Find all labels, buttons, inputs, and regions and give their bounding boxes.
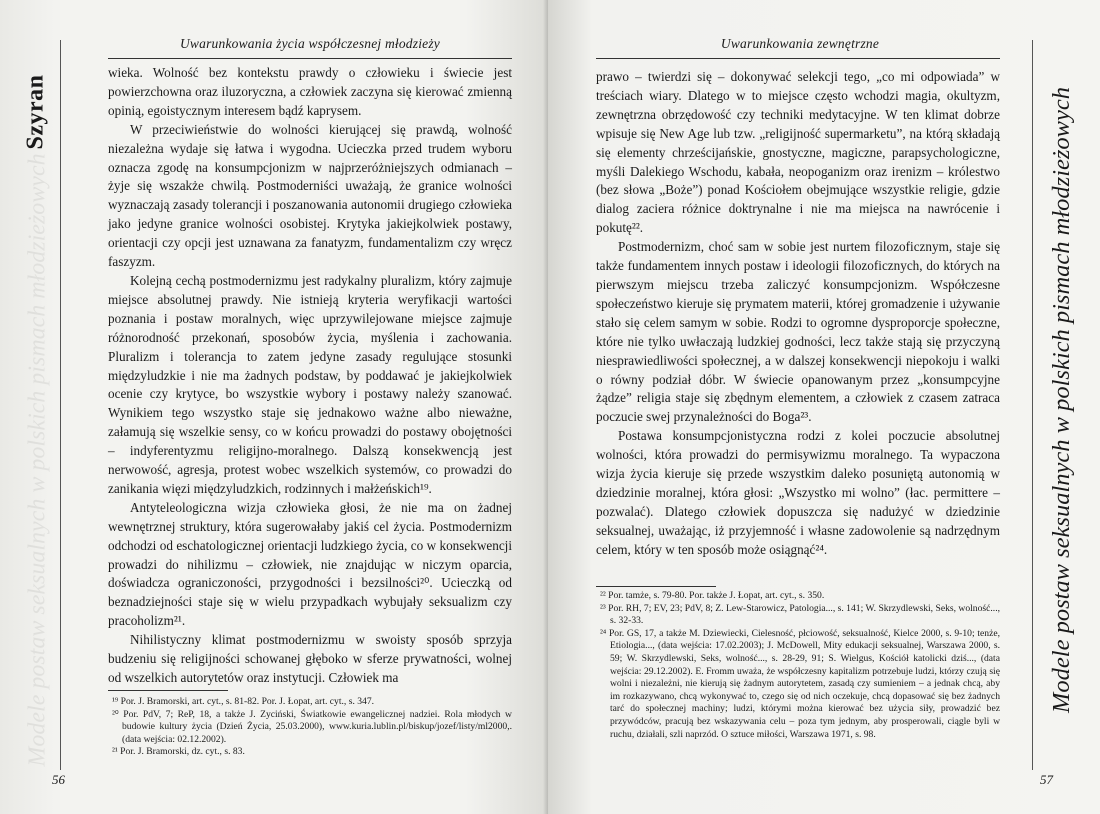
right-footnote-rule [596,586,716,587]
right-margin-rule [1032,40,1033,770]
side-book-title: Modele postaw seksualnych w polskich pismach młodzieżowych [1048,86,1075,714]
footnote-24: ²⁴ Por. GS, 17, a także M. Dziewiecki, Cielesność, płciowość, seksualność, Kielce 2000, s. 9-10; tenże, Etiologia..., (data wejścia: 17.02.2003); J. McDowell, Mity edukacji seksualnej, Warszawa 2000, s. 59; W. Skrzydlewski, Seks, wolność..., s. 28-29, 91; S. Wielgus, Kościół katolicki dziś..., (data wejścia: 29.12.2002). E. Fromm uważa, że współczesny kapitalizm potrzebuje ludzi, którzy czują się wolni i niezależni, nie kierują się żadnym autorytetem, zasadą czy sumieniem – a jednak chcą, aby im rozkazywano, chcą wykonywać to, czego się od nich oczekuje, chcą dopasować się bez żadnych tarć do społecznej machiny; ludzi, którymi można kierować bez użycia siły, prowadzić bez przywódców, pracują bez wskazywania celu – poza tym jednym, aby prosperowali, ciągle byli w ruchu, działali, szli naprzód. O sztuce miłości, Warszawa 1971, s. 98. [600,627,1000,740]
left-header-rule [108,58,512,59]
right-header-rule [596,58,1000,59]
right-paragraph-2: Postmodernizm, choć sam w sobie jest nurtem filozoficznym, staje się także fundamentem innych postaw i ideologii filozoficznych, do których na pierwszym miejscu trzeba zaliczyć konsumpcjonizm. Współczesne społeczeństwo kieruje się prymatem materii, której gromadzenie i używanie stało się celem samym w sobie. Rodzi to ogromne dysproporcje społeczne, które nie tylko uwłaczają ludzkiej godności, lecz także stają się przyczyną niesprawiedliwości społecznej, a w dalszej konsekwencji niepokoju i walki o równy podział dóbr. W świecie opanowanym przez „konsumpcyjne żądze” religia staje się zbędnym elementem, a człowiek z czasem zatraca poczucie swej przynależności do Boga²³. [596,239,1000,425]
left-paragraph-2: W przeciwieństwie do wolności kierującej się prawdą, wolność niezależna wydaje się łatwa i wygodna. Ucieczka przed trudem wyboru oznacza zgodę na konsumpcjonizm w najprzeróżniejszych odmianach – żyje się wszakże chwilą. Postmoderniści uważają, że granice wolności wyznaczają zasady tolerancji i poszanowania autonomii drugiego człowieka jako jedyne granice wolności osobistej. Krytyka jakiejkolwiek postawy, orientacji czy opcji jest uznawana za fanatyzm, fundamentalizm czy wręcz faszyzm. [108,121,512,270]
bleed-through-text [18,153,58,767]
right-body-text [596,68,1000,560]
left-footnote-rule [108,690,228,691]
footnote-20: ²⁰ Por. PdV, 7; ReP, 18, a także J. Zyciński, Światkowie ewangelicznej nadziei. Rola młodych w budowie kultury życia (Dzień Życia, 25.03.2000), www.kuria.lublin.pl/biskup/jozef/listy/ml2000,. (data wejścia: 02.12.2002). [112,708,512,745]
right-paragraph-1: prawo – twierdzi się – dokonywać selekcji tego, „co mi odpowiada” w treściach wiary. Dlatego w to miejsce często wchodzi magia, okultyzm, zewnętrzna obrzędowość czy techniki medytacyjne. W ten klimat dobrze wpisuje się New Age lub tzw. „religijność supermarketu”, na którą składają się elementy chrześcijańskie, gnostyczne, magiczne, parapsychologiczne, myśli Dalekiego Wschodu, kabała, neopoganizm oraz irenizm – królestwo (bez słowa „Boże”) ponad Kościołem obejmujące wszystkie religie, gdzie dialog zaciera różnice doktrynalne i nie ma miejsca na nawrócenie i pokutę²². [596,69,1000,236]
left-running-head: Uwarunkowania życia współczesnej młodzieży [179,36,440,51]
right-running-head: Uwarunkowania zewnętrzne [720,36,880,51]
right-page-number: 57 [1040,772,1053,787]
bleed-through-title: Modele postaw seksualnych w polskich pismach młodzieżowych [24,153,51,767]
footnote-23: ²³ Por. RH, 7; EV, 23; PdV, 8; Z. Lew-Starowicz, Patologia..., s. 141; W. Skrzydlewski, Seks, wolność..., s. 32-33. [600,602,1000,627]
left-footnotes [108,696,512,759]
footnote-19: ¹⁹ Por. J. Bramorski, art. cyt., s. 81-82. Por. J. Łopat, art. cyt., s. 347. [112,696,375,707]
left-side-author [18,58,54,166]
right-side-title [1040,60,1084,740]
left-paragraph-1: wieka. Wolność bez kontekstu prawdy o człowieku i świecie jest powierzchowna oraz iluzoryczna, a człowiek zaczyna się kierować zmienną opinią, egoistycznym interesem bądź kaprysem. [108,65,512,118]
left-paragraph-3: Kolejną cechą postmodernizmu jest radykalny pluralizm, który zajmuje miejsce absolutnej prawdy. Nie istnieją kryteria weryfikacji wartości poznania i postaw moralnych, więc uprzywilejowane miejsce zajmuje różnorodność przekonań, sposobów życia, myślenia i zachowania. Pluralizm i tolerancja to zatem jedyne zasady regulujące stosunki międzyludzkie i nie ma żadnych podstaw, by poddawać je jakiejkolwiek ocenie czy krytyce, bo wszystkie wybory i postawy należy szanować. Wynikiem tego wszystko staje się jednakowo ważne albo nieważne, załamują się wszelkie sensy, co w końcu prowadzi do postawy obojętności – indyferentyzmu religijno-moralnego. Dalszą konsekwencją jest nerwowość, agresja, protest wobec wszelkich systemów, co prowadzi do zanikania więzi międzyludzkich, rodzinnych i małżeńskich¹⁹. [108,272,512,496]
footnote-21: ²¹ Por. J. Bramorski, dz. cyt., s. 83. [112,746,245,758]
left-page-number: 56 [52,772,65,787]
left-margin-rule [60,40,61,770]
left-paragraph-4: Antyteleologiczna wizja człowieka głosi, że nie ma on żadnej wewnętrznej struktury, która sugerowałaby jakiś cel życia. Postmodernizm odchodzi od eschatologicznej orientacji ludzkiego życia, co w konsekwencji prowadzi do nihilizmu – człowiek, nie znajdując w niczym oparcia, doświadcza ograniczoności, przygodności i bezsilności²⁰. Ucieczką od beznadziejności staje się w wielu przypadkach wybujały seksualizm czy pracoholizm²¹. [108,499,512,629]
side-author-name: Szyran [22,74,49,150]
footnote-22: ²² Por. tamże, s. 79-80. Por. także J. Łopat, art. cyt., s. 350. [600,590,825,601]
right-paragraph-3: Postawa konsumpcjonistyczna rodzi z kolei poczucie absolutnej wolności, która prowadzi do permisywizmu moralnego. Ta wypaczona wizja życia kieruje się przede wszystkim daleko posuniętą autonomią w dziedzinie moralnej, która głosi: „Wszystko mi wolno” (łac. permittere – pozwalać). Dlatego człowiek dopuszcza się nadużyć w dziedzinie seksualnej, uważając, iż przyjemność i własne zadowolenie są nadrzędnym celem, który w ten sposób może osiągnąć²⁴. [596,428,1000,557]
left-paragraph-5: Nihilistyczny klimat postmodernizmu w swoisty sposób sprzyja budzeniu się religijności schowanej głęboko w sferze prywatności, wolnej od wszelkich autorytetów oraz instytucji. Człowiek ma [108,632,512,685]
left-body-text [108,64,512,688]
right-footnotes [596,590,1000,741]
